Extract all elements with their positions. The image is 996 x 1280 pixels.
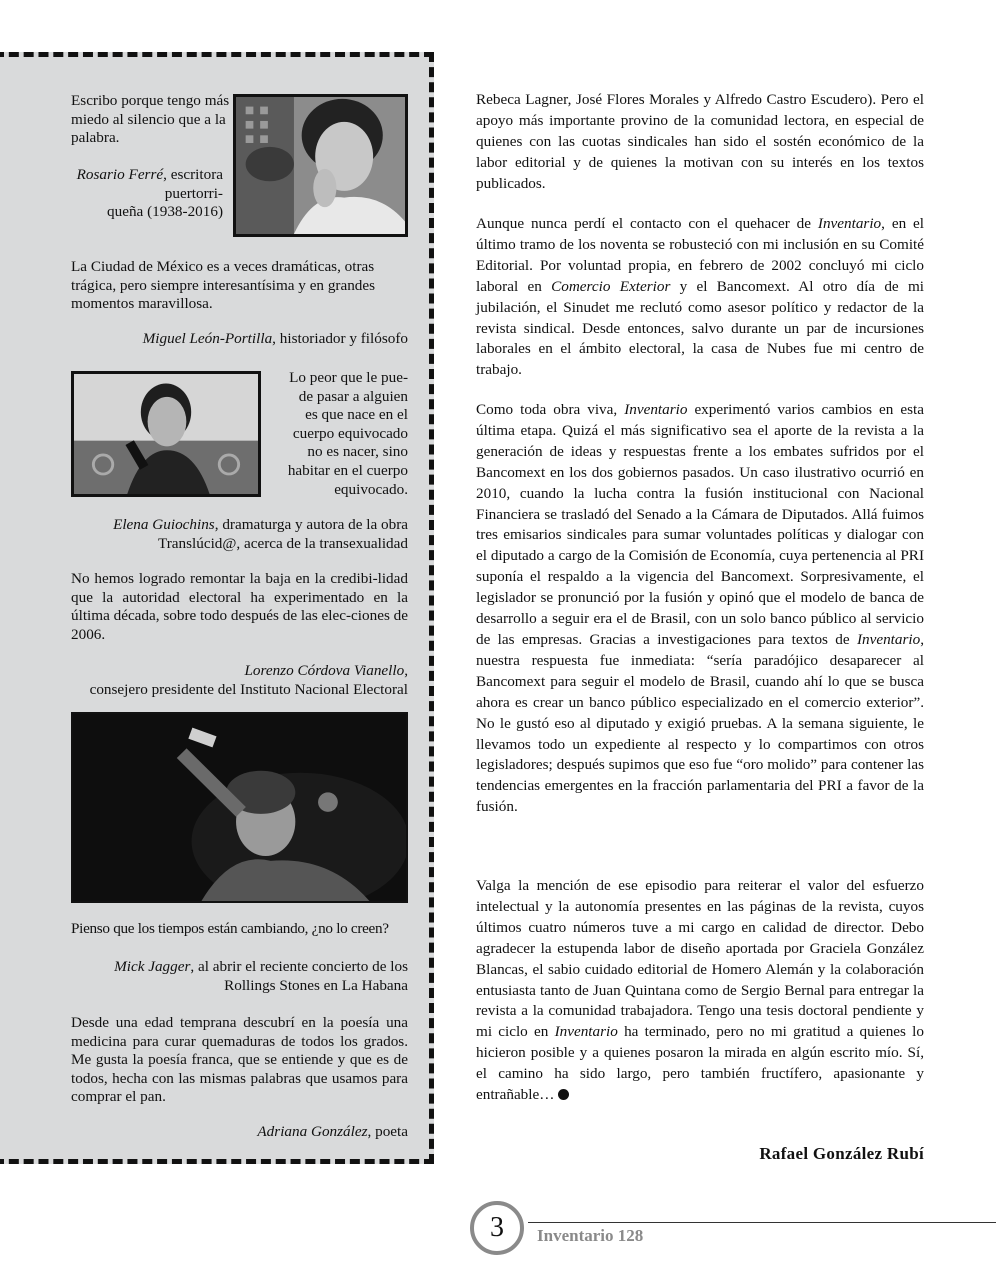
quote-gonzalez-author: Adriana González	[257, 1123, 368, 1140]
p2-text-e: y el Bancomext. Al otro día de mi jubilación, el Sinudet me reclutó como asesor político y redactor de la revista sindical. Desde entonces, salvo durante un par de incursiones laborales en el ámbito electoral, la casa de Nubes fue mi centro de trabajo.	[476, 277, 924, 379]
quote-gonzalez-desc: , poeta	[367, 1123, 408, 1140]
quote-leon-portilla-attribution	[71, 330, 408, 349]
p2-comercio-exterior: Comercio Exterior	[551, 277, 671, 295]
quote-cordova-attribution	[71, 662, 408, 699]
quote-cordova-author: Lorenzo Córdova Vianello	[244, 662, 405, 679]
quote-gonzalez-text: Desde una edad temprana descubrí en la poesía una medicina para curar quemaduras de todos los grados. Me gusta la poesía franca, que se entiende y que es de todos, hecha con las mismas palabras que usamos para comprar el pan.	[71, 1014, 408, 1106]
page-number: 3	[490, 1212, 504, 1243]
p3-text-a: Como toda obra viva,	[476, 401, 625, 418]
quote-ferre-attribution	[71, 166, 223, 222]
photo-mick-jagger	[71, 712, 408, 903]
quote-jagger-attribution	[71, 958, 408, 995]
page-number-circle	[470, 1201, 524, 1255]
paragraph-3	[476, 400, 924, 818]
quote-guiochins-line: no es nacer, sino	[307, 443, 408, 461]
quote-guiochins-line: es que nace en el	[305, 406, 408, 424]
quote-guiochins-attribution	[71, 516, 408, 553]
author-signature: Rafael González Rubí	[759, 1144, 924, 1163]
p4-magazine-name: Inventario	[554, 1023, 618, 1041]
p2-text-a: Aunque nunca perdí el contacto con el quehacer de	[476, 215, 818, 232]
p4-text-a: Valga la mención de ese episodio para reiterar el valor del esfuerzo intelectual y la autonomía presentes en las páginas de la revista, cuyos últimos cuatro números tuve a mi cargo en calidad de director. Debo agradecer la estupenda labor de diseño aportada por Graciela González Blancas, el sabio cuidado editorial de Homero Alemán y la colaboración entusiasta tanto de Juan Quintana como de Sergio Bernal para entregar la revista a la comunidad trabajadora. Tengo una tesis doctoral pendiente y mi ciclo en	[476, 877, 924, 1041]
p3-text-c: experimentó varios cambios en esta última etapa. Quizá el más significativo sea el aporte de la revista a la generación de ideas y respuestas frente a los embates sufridos por el Bancomext en los dos gobiernos pasados. Un caso ilustrativo ocurrió en 2010, cuando la lucha contra la fusión institucional con Nacional Financiera se trasladó del Senado a la Cámara de Diputados. Allá fuimos tres emisarios sindicales para sumar voluntades políticas y dialogar con el diputado a cargo de la Comisión de Economía, cuya pertenencia al PRI suponía el respaldo a la vigencia del Bancomext. Sorpresivamente, el legislador se pronunció por la fusión y opinó que el modelo de banca de desarrollo a seguir era el de Brasil, con un solo banco público al servicio de las empresas. Gracias a investigaciones para textos de	[476, 401, 924, 648]
paragraph-2	[476, 214, 924, 381]
quote-ferre-text: Escribo porque tengo más miedo al silencio que a la palabra.	[71, 92, 230, 147]
quote-jagger-desc-b: Rollings Stones en La Habana	[224, 976, 408, 994]
quote-leon-portilla-desc: , historiador y filósofo	[272, 330, 408, 347]
quote-guiochins-line: cuerpo equivocado	[292, 424, 408, 442]
quote-gonzalez-attribution	[71, 1123, 408, 1142]
quote-ferre-desc-a: , escritora puertorri-	[163, 166, 223, 202]
photo-elena-guiochins	[71, 371, 261, 497]
quote-guiochins-line: habitar en el cuerpo	[287, 461, 408, 479]
p3-magazine-name: Inventario	[624, 401, 688, 418]
quote-cordova-desc-b: consejero presidente del Instituto Nacional Electoral	[89, 680, 408, 698]
quote-guiochins-desc-b: Translúcid@, acerca de la transexualidad	[157, 534, 408, 552]
quote-jagger-text: Pienso que los tiempos están cambiando, ¿no lo creen?	[71, 920, 389, 937]
quote-guiochins-text	[262, 369, 408, 499]
quote-guiochins-line: de pasar a alguien	[298, 387, 408, 405]
quote-guiochins-line: Lo peor que le pue-	[289, 369, 408, 386]
p3-text-e: , nuestra respuesta fue inmediata: “sería paradójico desaparecer al Bancomext para seguir el modelo de Brasil, cuando ahí lo que se busca ahora es crear un banco público especializado en el comercio exterior”. No le gustó eso al diputado y exigió pruebas. A la semana siguiente, le llevamos todo un expediente al respecto y lo compartimos con otros legisladores; después supimos que eso fue “oro molido” para contener las tendencias emergentes en la fracción parlamentaria del PRI a favor de la fusión.	[476, 630, 924, 816]
quote-guiochins-desc-a: , dramaturga y autora de la obra	[214, 516, 408, 533]
p2-magazine-name: Inventario	[817, 215, 882, 232]
quote-cordova-text: No hemos logrado remontar la baja en la credibi-lidad que la autoridad electoral ha experimentado en la última década, sobre todo después de las elec-ciones de 2006.	[71, 570, 408, 643]
quote-ferre-author: Rosario Ferré	[76, 166, 164, 183]
end-of-article-bullet-icon	[558, 1089, 569, 1100]
quote-guiochins-line: equivocado.	[334, 480, 408, 498]
paragraph-1: Rebeca Lagner, José Flores Morales y Alfredo Castro Escudero). Pero el apoyo más importante provino de la comunidad lectora, en especial de quienes con las cuotas sindicales han sido el sostén económico de la labor editorial y de quienes la motivan con su interés en los textos publicados.	[476, 91, 924, 192]
quote-jagger-desc-a: , al abrir el reciente concierto de los	[190, 958, 408, 975]
quote-leon-portilla-text: La Ciudad de México es a veces dramáticas, otras trágica, pero siempre interesantísima y en grandes momentos maravillosa.	[71, 258, 376, 313]
quote-cordova-desc-a: ,	[404, 662, 408, 679]
photo-rosario-ferre	[233, 94, 408, 237]
p3-magazine-name-2: Inventario	[856, 630, 921, 648]
quote-ferre-desc-b: queña (1938-2016)	[107, 203, 223, 221]
paragraph-4	[476, 876, 924, 1106]
p4-text-c: ha terminado, pero no mi gratitud a quienes lo hicieron posible y a quienes posaron la mirada en algún escrito mío. Sí, el camino ha sido largo, pero también fructífero, apasionante y entrañable…	[476, 1023, 924, 1104]
quote-leon-portilla-author: Miguel León-Portilla	[142, 330, 273, 347]
p2-text-c: , en el último tramo de los noventa se robusteció con mi inclusión en su Comité Editorial. Por voluntad propia, en febrero de 2002 concluyó mi ciclo laboral en	[476, 215, 925, 295]
magazine-footer-title: Inventario 128	[537, 1226, 644, 1245]
quote-jagger-author: Mick Jagger	[114, 958, 191, 975]
footer-rule	[528, 1222, 996, 1223]
quote-guiochins-author: Elena Guiochins	[113, 516, 215, 533]
